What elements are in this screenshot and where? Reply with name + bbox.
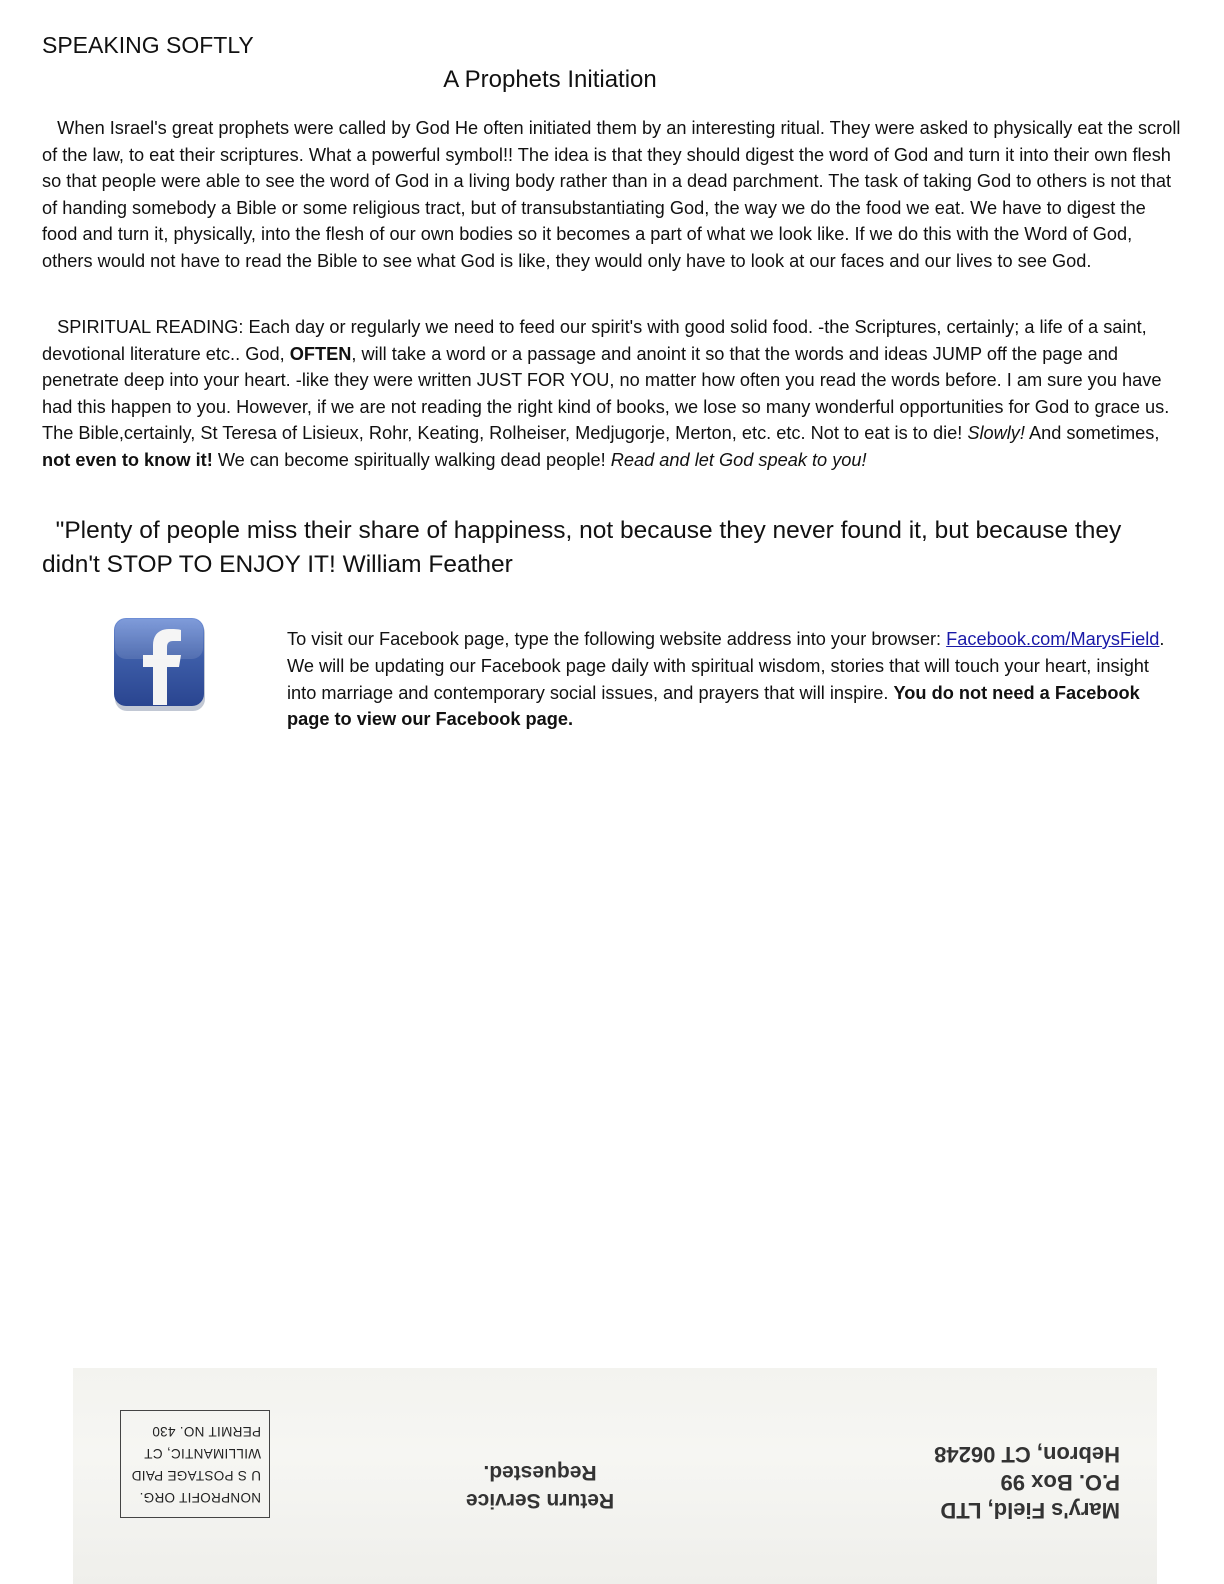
facebook-text-bold: You do not need a Facebook page to view our Facebook page. — [287, 682, 1140, 730]
facebook-text-a: To visit our Facebook page, type the following website address into your browser: — [287, 629, 947, 649]
article-title: A Prophets Initiation — [443, 66, 657, 93]
p2-part-g: We can become spiritually walking dead people! — [212, 449, 611, 470]
paragraph-spiritual-reading — [42, 314, 1182, 474]
paragraph-intro — [42, 115, 1182, 275]
p2-read-and-let: Read and let God speak to you! — [610, 449, 867, 470]
p2-part-c: , will take a word or a passage and anoint it so that the words and ideas JUMP off the page and penetrate deep into your heart. -like they were written JUST FOR YOU, no matter how often you read the words before. I am sure you have had this happen to you. However, if we are not reading the right kind of books, we lose so many wonderful opportunities for God to grace us. The Bible,certainly, St Teresa of Lisieux, Rohr, Keating, Rolheiser, Medjugorje, Merton, etc. etc. Not to eat is to die! — [42, 343, 1170, 444]
p2-slowly: Slowly! — [967, 423, 1025, 444]
p2-not-even: not even to know it! — [42, 449, 213, 470]
return-line: Return Service — [465, 1489, 615, 1512]
postage-permit-box — [120, 1410, 270, 1518]
permit-line: U S POSTAGE PAID — [131, 1468, 261, 1483]
p2-part-a: SPIRITUAL READING: Each day or regularly we need to feed our spirit's with good solid food. -the Scriptures, certainly; a life of a saint, devotional literature etc.. God, — [42, 317, 1147, 364]
series-title: SPEAKING SOFTLY — [42, 32, 254, 58]
sender-line: Hebron, CT 06248 — [934, 1442, 1120, 1467]
facebook-icon — [113, 617, 207, 711]
sender-address — [880, 1440, 1120, 1524]
quote-text: "Plenty of people miss their share of happiness, not because they never found it, but because they didn't STOP TO ENJOY IT! William Feather — [42, 517, 1122, 578]
p2-part-e: And sometimes, — [1024, 423, 1160, 444]
quote — [42, 514, 1162, 582]
sender-line: Mary's Field, LTD — [940, 1498, 1120, 1523]
facebook-text-b: . We will be updating our Facebook page daily with spiritual wisdom, stories that will touch your heart, insight into marriage and contemporary social issues, and prayers that will inspire. — [287, 629, 1165, 703]
return-line: Requested. — [483, 1461, 597, 1484]
permit-line: WILLIMANTIC, CT — [143, 1446, 261, 1461]
facebook-link[interactable]: Facebook.com/MarysField — [946, 629, 1160, 649]
permit-line: NONPROFIT ORG. — [139, 1490, 261, 1505]
p2-often: OFTEN — [289, 343, 352, 364]
paragraph-intro-text: When Israel's great prophets were called by God He often initiated them by an interesting ritual. They were asked to physically eat the scroll of the law, to eat their scriptures. What a powerful symbol!! The idea is that they should digest the word of God and turn it into their own flesh so that people were able to see the word of God in a living body rather than in a dead parchment. The task of taking God to others is not that of handing somebody a Bible or some religious tract, but of transubstantiating God, the way we do the food we eat. We have to digest the food and turn it, physically, into the flesh of our own bodies so it becomes a part of what we look like. If we do this with the Word of God, others would not have to read the Bible to see what God is like, they would only have to look at our faces and our lives to see God. — [42, 118, 1181, 271]
facebook-info — [287, 626, 1167, 733]
return-service-requested — [440, 1458, 640, 1514]
permit-line: PERMIT NO. 430 — [152, 1424, 261, 1439]
sender-line: P.O. Box 99 — [1000, 1470, 1120, 1495]
